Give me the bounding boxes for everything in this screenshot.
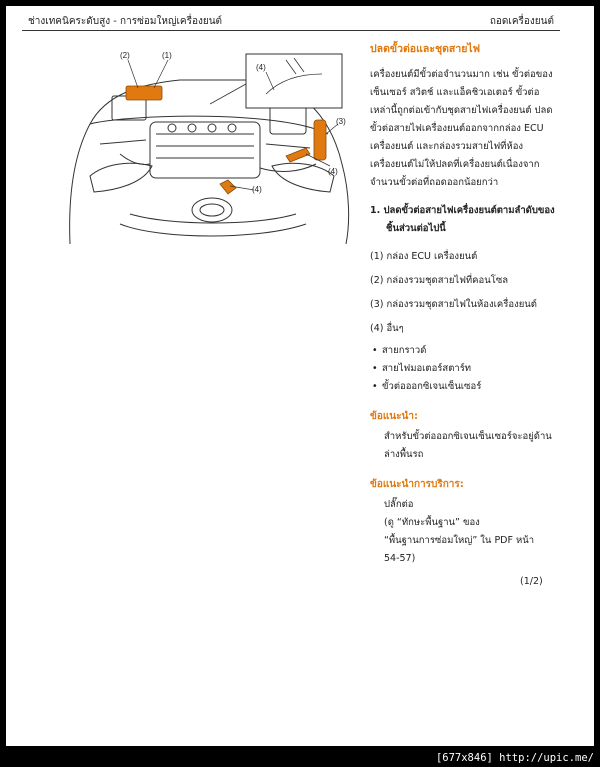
header-left: ช่างเทคนิคระดับสูง - การซ่อมใหญ่เครื่องยนต์ xyxy=(28,16,223,27)
service-line: “พื้นฐานการซ่อมใหญ่” ใน PDF หน้า xyxy=(384,535,535,546)
callout-4-inset: (4) xyxy=(256,63,266,72)
list-item: • สายไฟมอเตอร์สตาร์ท xyxy=(370,360,560,378)
item-ecu-box: (1) กล่อง ECU เครื่องยนต์ xyxy=(370,251,478,262)
header-right: ถอดเครื่องยนต์ xyxy=(489,16,554,27)
header-rule xyxy=(22,30,560,31)
callout-2: (2) xyxy=(120,51,130,60)
intro-paragraph: เครื่องยนต์มีขั้วต่อจำนวนมาก เช่น ขั้วต่อของเซ็นเซอร์ สวิตช์ และแอ็คชิวเอเตอร์ ขั้วต่อเหล่านี้ถูกต่อเข้ากับชุดสายไฟเครื่องยนต์ ปลดขั้วต่อสายไฟเครื่องยนต์ออกจากกล่อง ECU เครื่องยนต์ และกล่องรวมสายไฟที่ห้องเครื่องยนต์ไม่ให้ปลดที่เครื่องยนต์เนื่องจากจำนวนขั้วต่อที่ถอดออกน้อยกว่า xyxy=(370,69,553,188)
service-note-body xyxy=(384,496,560,568)
callout-4-bottom: (4) xyxy=(252,185,262,194)
footer-text: [677x846] http://upic.me/ xyxy=(435,752,594,764)
callout-3: (3) xyxy=(336,117,346,126)
image-host-footer xyxy=(0,746,600,767)
callout-1: (1) xyxy=(162,51,172,60)
note-heading: ข้อแนะนำ: xyxy=(370,411,418,422)
manual-page xyxy=(6,6,594,746)
instruction-column xyxy=(370,40,560,580)
item-console-junction-box: (2) กล่องรวมชุดสายไฟที่คอนโซล xyxy=(370,275,509,286)
list-item: • ขั้วต่อออกซิเจนเซ็นเซอร์ xyxy=(370,378,560,396)
service-line: 54-57) xyxy=(384,553,416,564)
step-1: 1. ปลดขั้วต่อสายไฟเครื่องยนต์ตามลำดับของชิ้นส่วนต่อไปนี้ xyxy=(370,205,555,234)
list-item: • สายกราวด์ xyxy=(370,342,560,360)
page-number: (1/2) xyxy=(520,576,543,587)
others-list xyxy=(370,342,560,396)
callout-4-right: (4) xyxy=(328,167,338,176)
engine-bay-illustration xyxy=(60,44,352,250)
service-note-heading: ข้อแนะนำการบริการ: xyxy=(370,479,464,490)
service-line: ปลั๊กต่อ xyxy=(384,499,414,510)
section-title: ปลดขั้วต่อและชุดสายไฟ xyxy=(370,43,481,55)
service-line: (ดู “ทักษะพื้นฐาน” ของ xyxy=(384,517,480,528)
item-others: (4) อื่นๆ xyxy=(370,323,404,334)
item-engine-room-junction-box: (3) กล่องรวมชุดสายไฟในห้องเครื่องยนต์ xyxy=(370,299,537,310)
note-body: สำหรับขั้วต่อออกซิเจนเซ็นเซอร์จะอยู่ด้านล่างพื้นรถ xyxy=(384,431,552,460)
